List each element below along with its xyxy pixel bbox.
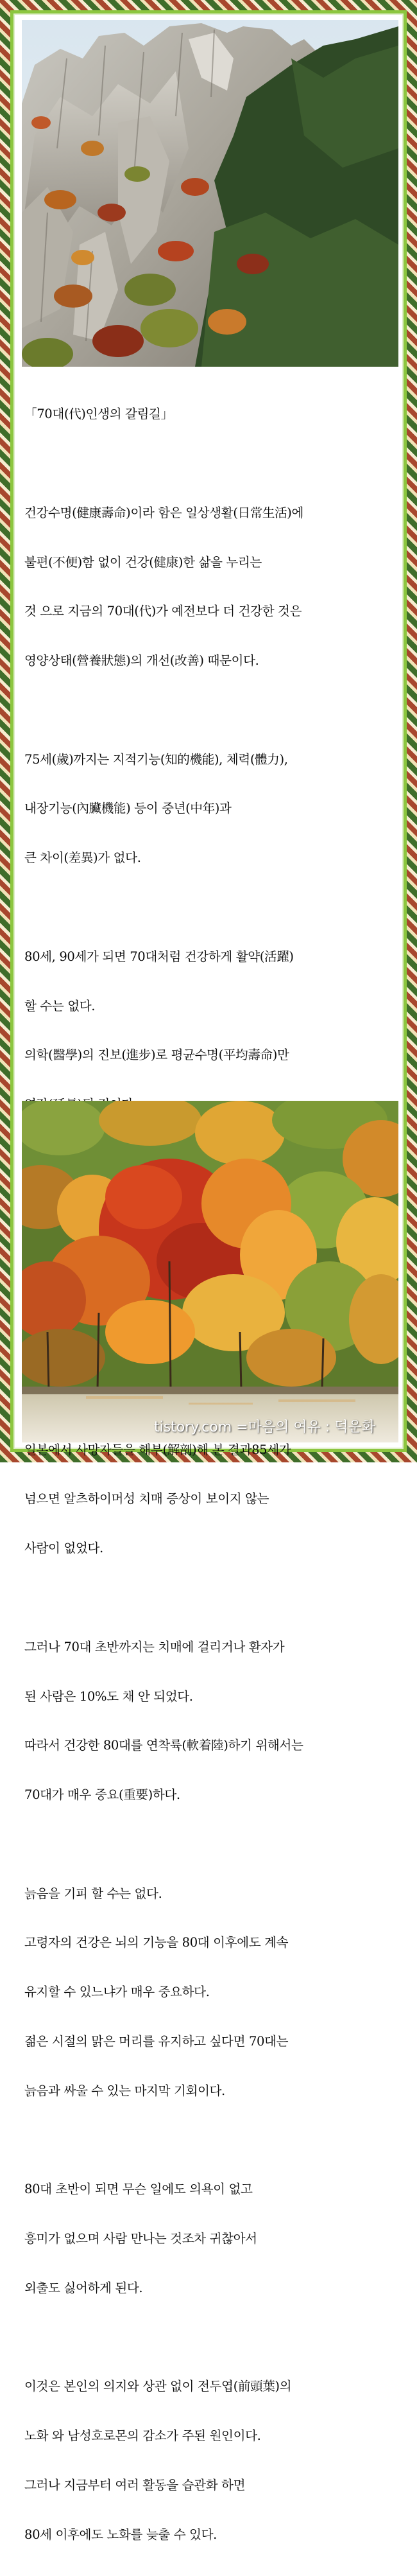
text-line: 큰 차이(差異)가 없다.	[24, 850, 141, 866]
text-line	[24, 899, 400, 916]
content-panel	[10, 10, 407, 2542]
text-line: 유지할 수 있느냐가 매우 중요하다.	[24, 1985, 210, 2000]
article-text	[24, 373, 400, 2576]
text-line: 노화 와 남성호로몬의 감소가 주된 원인이다.	[24, 2428, 261, 2444]
text-line: 된 사람은 10%도 채 안 되었다.	[24, 1688, 193, 1704]
text-line: 내장기능(內臟機能) 등이 중년(中年)과	[24, 801, 232, 816]
text-line: 외출도 싫어하게 된다.	[24, 2280, 143, 2295]
text-line: 80세, 90세가 되면 70대처럼 건강하게 활약(活躍)	[24, 949, 294, 964]
text-line: 의학(醫學)의 진보(進步)로 평균수명(平均壽命)만	[24, 1047, 289, 1063]
text-line: 흥미가 없으며 사람 만나는 것조차 귀찮아서	[24, 2231, 257, 2247]
photo-credit: tistory.com =마음의 여유 : 덕운화	[153, 1419, 375, 1435]
text-line: 75세(歲)까지는 지적기능(知的機能), 체력(體力),	[24, 751, 288, 767]
text-line: 건강수명(健康壽命)이라 함은 일상생활(日常生活)에	[24, 505, 304, 520]
text-line	[24, 702, 400, 719]
text-line: 따라서 건강한 80대를 연착륙(軟着陸)하기 위해서는	[24, 1738, 303, 1753]
text-line	[24, 455, 400, 472]
text-line: 70대가 매우 중요(重要)하다.	[24, 1787, 180, 1803]
text-line: 「70대(代)인생의 갈림길」	[24, 407, 173, 422]
text-line: 젊은 시절의 맑은 머리를 유지하고 싶다면 70대는	[24, 2033, 289, 2049]
text-line: 영양상태(營養狀態)의 개선(改善) 때문이다.	[24, 653, 259, 669]
text-line: 그러나 70대 초반까지는 치매에 걸리거나 환자가	[24, 1639, 285, 1654]
text-line: 80대 초반이 되면 무슨 일에도 의욕이 없고	[24, 2182, 253, 2197]
text-line: 일본에서 사망자들을 해부(解剖)해 본 결과85세가	[24, 1442, 291, 1457]
mountain-autumn-photo	[22, 20, 398, 367]
text-line: 사람이 없었다.	[24, 1541, 103, 1556]
text-line	[24, 1590, 400, 1606]
text-line	[24, 1836, 400, 1853]
text-line: 넘으면 알츠하이머성 치매 증상이 보이지 않는	[24, 1491, 269, 1507]
text-line: 할 수는 없다.	[24, 998, 96, 1013]
text-line: 늙음과 싸울 수 있는 마지막 기회이다.	[24, 2083, 225, 2098]
text-line: 이것은 본인의 의지와 상관 없이 전두엽(前頭葉)의	[24, 2379, 292, 2394]
text-line: 고령자의 건강은 뇌의 기능을 80대 이후에도 계속	[24, 1935, 289, 1950]
text-line: 것 으로 지금의 70대(代)가 예전보다 더 건강한 것은	[24, 604, 302, 619]
text-line: 불편(不便)함 없이 건강(健康)한 삶을 누리는	[24, 554, 262, 570]
text-line: 80세 이후에도 노화를 늦출 수 있다.	[24, 2527, 217, 2542]
text-line	[24, 2132, 400, 2149]
text-line	[24, 2329, 400, 2346]
text-line: 늙음을 기피 할 수는 없다.	[24, 1886, 162, 1901]
autumn-lake-photo	[22, 1101, 398, 1442]
text-line: 그러나 지금부터 여러 활동을 습관화 하면	[24, 2478, 246, 2493]
